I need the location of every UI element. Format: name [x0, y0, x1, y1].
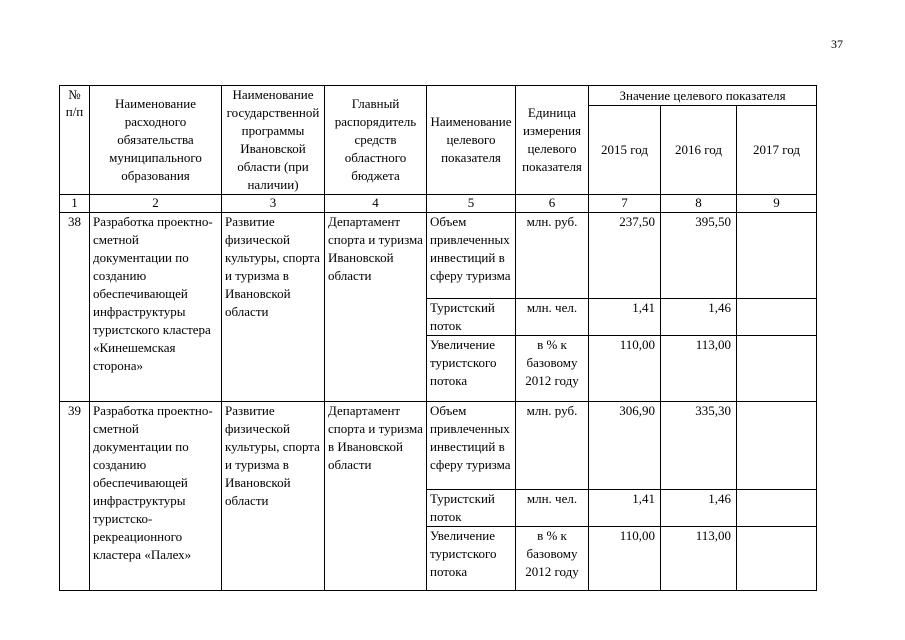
indicator-name: Туристский поток	[427, 299, 516, 336]
indicator-name: Увеличение туристского потока	[427, 527, 516, 591]
manager-cell: Департамент спорта и туризма в Ивановской области	[325, 402, 427, 591]
value-2015: 1,41	[589, 299, 661, 336]
header-year-2015: 2015 год	[589, 106, 661, 195]
header-manager: Главный распорядитель средств областного бюджета	[325, 86, 427, 195]
column-number: 8	[661, 195, 737, 213]
obligation-cell: Разработка проектно-сметной документации по созданию обеспечивающей инфраструктуры туристского кластера «Кинешемская сторона»	[90, 213, 222, 402]
target-indicators-table	[59, 85, 817, 591]
indicator-name: Объем привлеченных инвестиций в сферу туризма	[427, 402, 516, 490]
value-2017	[737, 299, 817, 336]
program-cell: Развитие физической культуры, спорта и туризма в Ивановской области	[222, 213, 325, 402]
value-2015: 237,50	[589, 213, 661, 299]
column-number: 6	[516, 195, 589, 213]
value-2017	[737, 490, 817, 527]
value-2015: 1,41	[589, 490, 661, 527]
value-2015: 110,00	[589, 336, 661, 402]
page-number: 37	[831, 37, 843, 51]
column-number: 3	[222, 195, 325, 213]
indicator-name: Объем привлеченных инвестиций в сферу туризма	[427, 213, 516, 299]
row-number: 39	[60, 402, 90, 591]
header-number: № п/п	[60, 86, 90, 195]
indicator-unit: в % к базовому 2012 году	[516, 336, 589, 402]
table-row	[60, 402, 817, 490]
header-unit: Единица измерения целевого показателя	[516, 86, 589, 195]
header-indicator: Наименование целевого показателя	[427, 86, 516, 195]
indicator-unit: млн. чел.	[516, 490, 589, 527]
program-cell: Развитие физической культуры, спорта и туризма в Ивановской области	[222, 402, 325, 591]
value-2016: 113,00	[661, 527, 737, 591]
header-year-2016: 2016 год	[661, 106, 737, 195]
header-year-2017: 2017 год	[737, 106, 817, 195]
header-program: Наименование государственной программы Ивановской области (при наличии)	[222, 86, 325, 195]
column-number: 2	[90, 195, 222, 213]
column-number: 9	[737, 195, 817, 213]
value-2017	[737, 336, 817, 402]
value-2016: 113,00	[661, 336, 737, 402]
value-2016: 1,46	[661, 299, 737, 336]
indicator-name: Увеличение туристского потока	[427, 336, 516, 402]
value-2016: 1,46	[661, 490, 737, 527]
column-number: 5	[427, 195, 516, 213]
value-2017	[737, 213, 817, 299]
value-2015: 110,00	[589, 527, 661, 591]
column-number: 4	[325, 195, 427, 213]
column-number: 7	[589, 195, 661, 213]
table-row	[60, 213, 817, 299]
value-2017	[737, 402, 817, 490]
header-obligation: Наименование расходного обязательства муниципального образования	[90, 86, 222, 195]
manager-cell: Департамент спорта и туризма Ивановской области	[325, 213, 427, 402]
value-2016: 335,30	[661, 402, 737, 490]
indicator-unit: млн. руб.	[516, 213, 589, 299]
value-2017	[737, 527, 817, 591]
indicator-name: Туристский поток	[427, 490, 516, 527]
obligation-cell: Разработка проектно-сметной документации по созданию обеспечивающей инфраструктуры туристско-рекреационного кластера «Палех»	[90, 402, 222, 591]
indicator-unit: млн. чел.	[516, 299, 589, 336]
column-number: 1	[60, 195, 90, 213]
indicator-unit: в % к базовому 2012 году	[516, 527, 589, 591]
header-target-value: Значение целевого показателя	[589, 86, 817, 106]
value-2015: 306,90	[589, 402, 661, 490]
indicator-unit: млн. руб.	[516, 402, 589, 490]
row-number: 38	[60, 213, 90, 402]
value-2016: 395,50	[661, 213, 737, 299]
